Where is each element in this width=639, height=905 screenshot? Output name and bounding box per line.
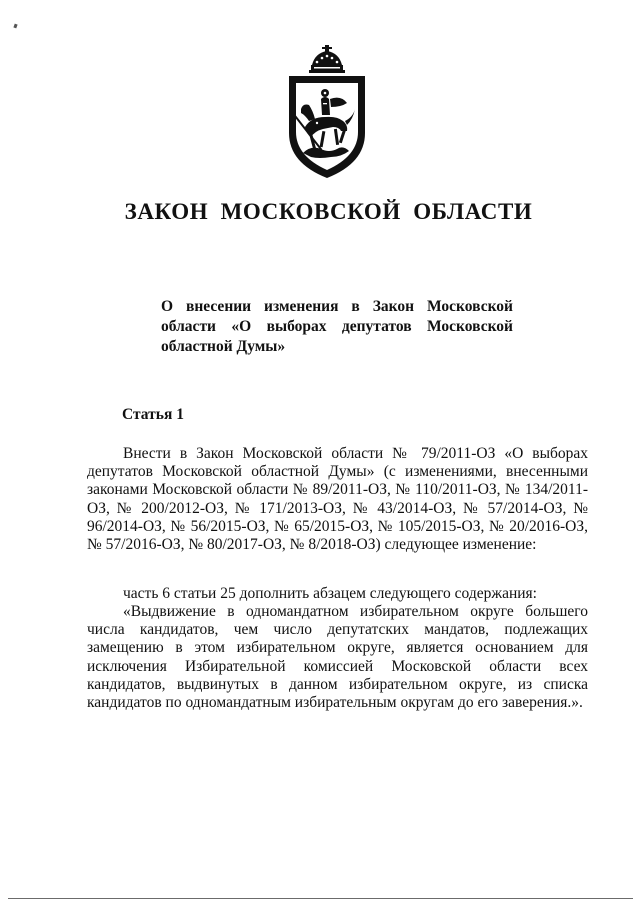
moscow-oblast-coat-of-arms-icon — [281, 45, 373, 179]
paragraph-amendment-text: «Выдвижение в одномандатном избирательном округе большего числа кандидатов, чем число депутатских мандатов, подлежащих замещению в этом избирательном округе, является основанием для исключения Избирательной комиссией Московской области всех кандидатов, выдвинутых в данном избирательном округе, из списка кандидатов по одномандатным избирательным округам до его заверения.». — [87, 603, 588, 712]
article-heading: Статья 1 — [122, 406, 184, 423]
law-subject: О внесении изменения в Закон Московской области «О выборах депутатов Московской областной Думы» — [161, 298, 513, 355]
scan-mark — [13, 24, 17, 29]
document-title: ЗАКОН МОСКОВСКОЙ ОБЛАСТИ — [124, 199, 533, 224]
paragraph-amendment-intro: Внести в Закон Московской области № 79/2011-ОЗ «О выборах депутатов Московской областной Думы» (с изменениями, внесенными законами Московской области № 89/2011-ОЗ, № 110/2011-ОЗ, № 134/2011-ОЗ, № 200/2012-ОЗ, № 171/2013-ОЗ, № 43/2014-ОЗ, № 57/2014-ОЗ, № 96/2014-ОЗ, № 56/2015-ОЗ, № 65/2015-ОЗ, № 105/2015-ОЗ, № 20/2016-ОЗ, № 57/2016-ОЗ, № 80/2017-ОЗ, № 8/2018-ОЗ) следующее изменение: — [87, 445, 588, 554]
page-bottom-rule — [8, 898, 633, 899]
paragraph-amendment-part: часть 6 статьи 25 дополнить абзацем следующего содержания: — [123, 585, 537, 602]
